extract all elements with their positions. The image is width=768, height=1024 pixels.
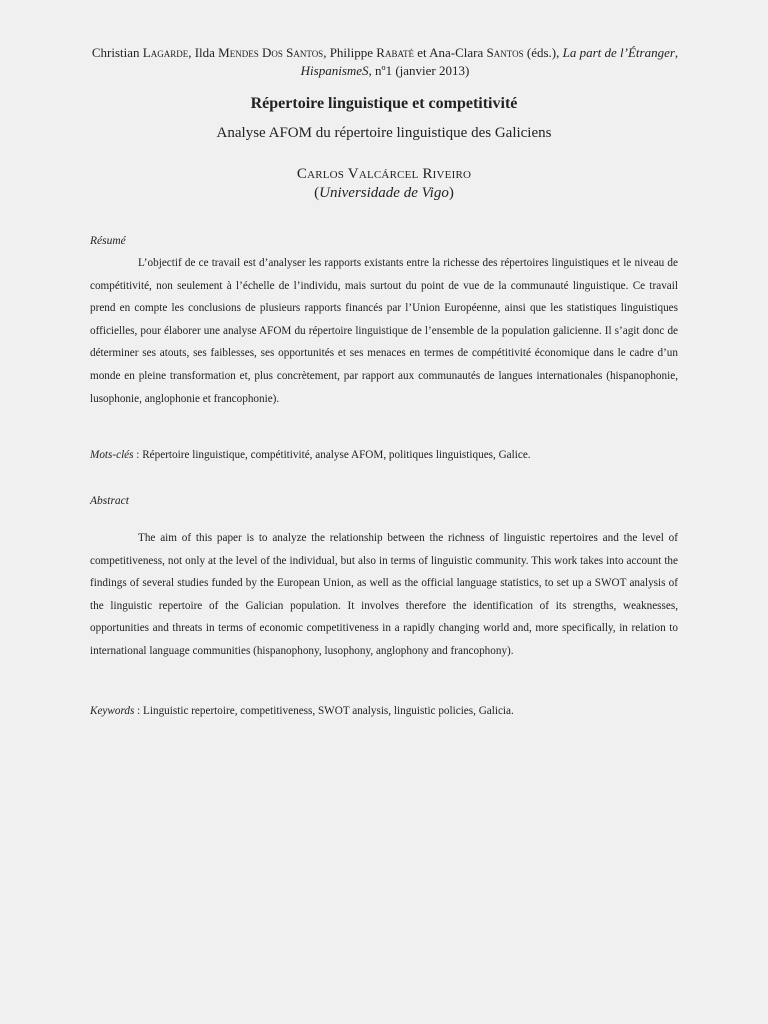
- author-4-first: et Ana-Clara: [413, 45, 487, 60]
- paper-subtitle: Analyse AFOM du répertoire linguistique des Galiciens: [216, 125, 552, 141]
- journal-name: HispanismeS: [300, 63, 369, 78]
- resume-heading: Résumé: [90, 235, 126, 247]
- mots-cles-line: [90, 449, 690, 461]
- author-affiliation: [0, 185, 768, 202]
- editors-note: (éds.),: [523, 45, 563, 60]
- citation-separator: ,: [674, 45, 679, 60]
- author-1-first: Christian: [91, 45, 143, 60]
- mots-cles-separator: :: [133, 449, 143, 461]
- citation-header: [80, 44, 690, 80]
- abstract-paragraph: [90, 527, 678, 663]
- keywords-separator: :: [134, 705, 144, 717]
- mots-cles-label: Mots-clés: [90, 449, 134, 461]
- keywords-label: Keywords: [90, 705, 135, 717]
- affiliation-open: (: [314, 185, 320, 201]
- author-3-last: Rabaté: [376, 45, 414, 60]
- abstract-heading: Abstract: [90, 495, 129, 507]
- keywords-text: Linguistic repertoire, competitiveness, SWOT analysis, linguistic policies, Galicia.: [143, 705, 514, 717]
- resume-paragraph: [90, 252, 678, 410]
- paper-title: Répertoire linguistique et competitivité: [250, 95, 518, 112]
- author-2-last: Mendes Dos Santos: [218, 45, 324, 60]
- journal-issue: , nº1 (janvier 2013): [368, 63, 470, 78]
- abstract-text: The aim of this paper is to analyze the relationship between the richness of linguistic repertoires and the level of competitiveness, not only at the level of the individual, but also in terms of linguistic community. This work takes into account the findings of several studies funded by the European Union, as well as the official language statistics, to set up a SWOT analysis of the linguistic repertoire of the Galician population. It involves therefore the identification of its strengths, weaknesses, opportunities and threats in terms of economic competitiveness in a rapidly changing world and, more specifically, in relation to international language communities (hispanophony, lusophony, anglophony and francophony).: [90, 532, 678, 657]
- keywords-line: [90, 705, 690, 717]
- author-name: Carlos Valcárcel Riveiro: [296, 166, 472, 182]
- affiliation-name: Universidade de Vigo: [319, 185, 449, 201]
- mots-cles-text: Répertoire linguistique, compétitivité, analyse AFOM, politiques linguistiques, Galice.: [142, 449, 531, 461]
- resume-text: L’objectif de ce travail est d’analyser les rapports existants entre la richesse des répertoires linguistiques et le niveau de compétitivité, non seulement à l’échelle de l’individu, mais surtout du point de vue de la communauté linguistique. Ce travail prend en compte les conclusions de plusieurs rapports financés par l’Union Européenne, ainsi que les statistiques linguistiques officielles, pour élaborer une analyse AFOM du répertoire linguistique de l’ensemble de la population galicienne. Il s’agit donc de déterminer ses atouts, ses faiblesses, ses opportunités et ses menaces en termes de compétitivité économique dans le cadre d’un monde en pleine transformation et, plus concrètement, par rapport aux communautés de langues internationales (hispanophonie, lusophonie, anglophonie et francophonie).: [90, 257, 678, 405]
- author-4-last: Santos: [486, 45, 524, 60]
- author-2-first: , Ilda: [188, 45, 219, 60]
- author-3-first: , Philippe: [323, 45, 377, 60]
- book-title: La part de l’Étranger: [562, 45, 675, 60]
- author-1-last: Lagarde: [142, 45, 189, 60]
- affiliation-close: ): [448, 185, 454, 201]
